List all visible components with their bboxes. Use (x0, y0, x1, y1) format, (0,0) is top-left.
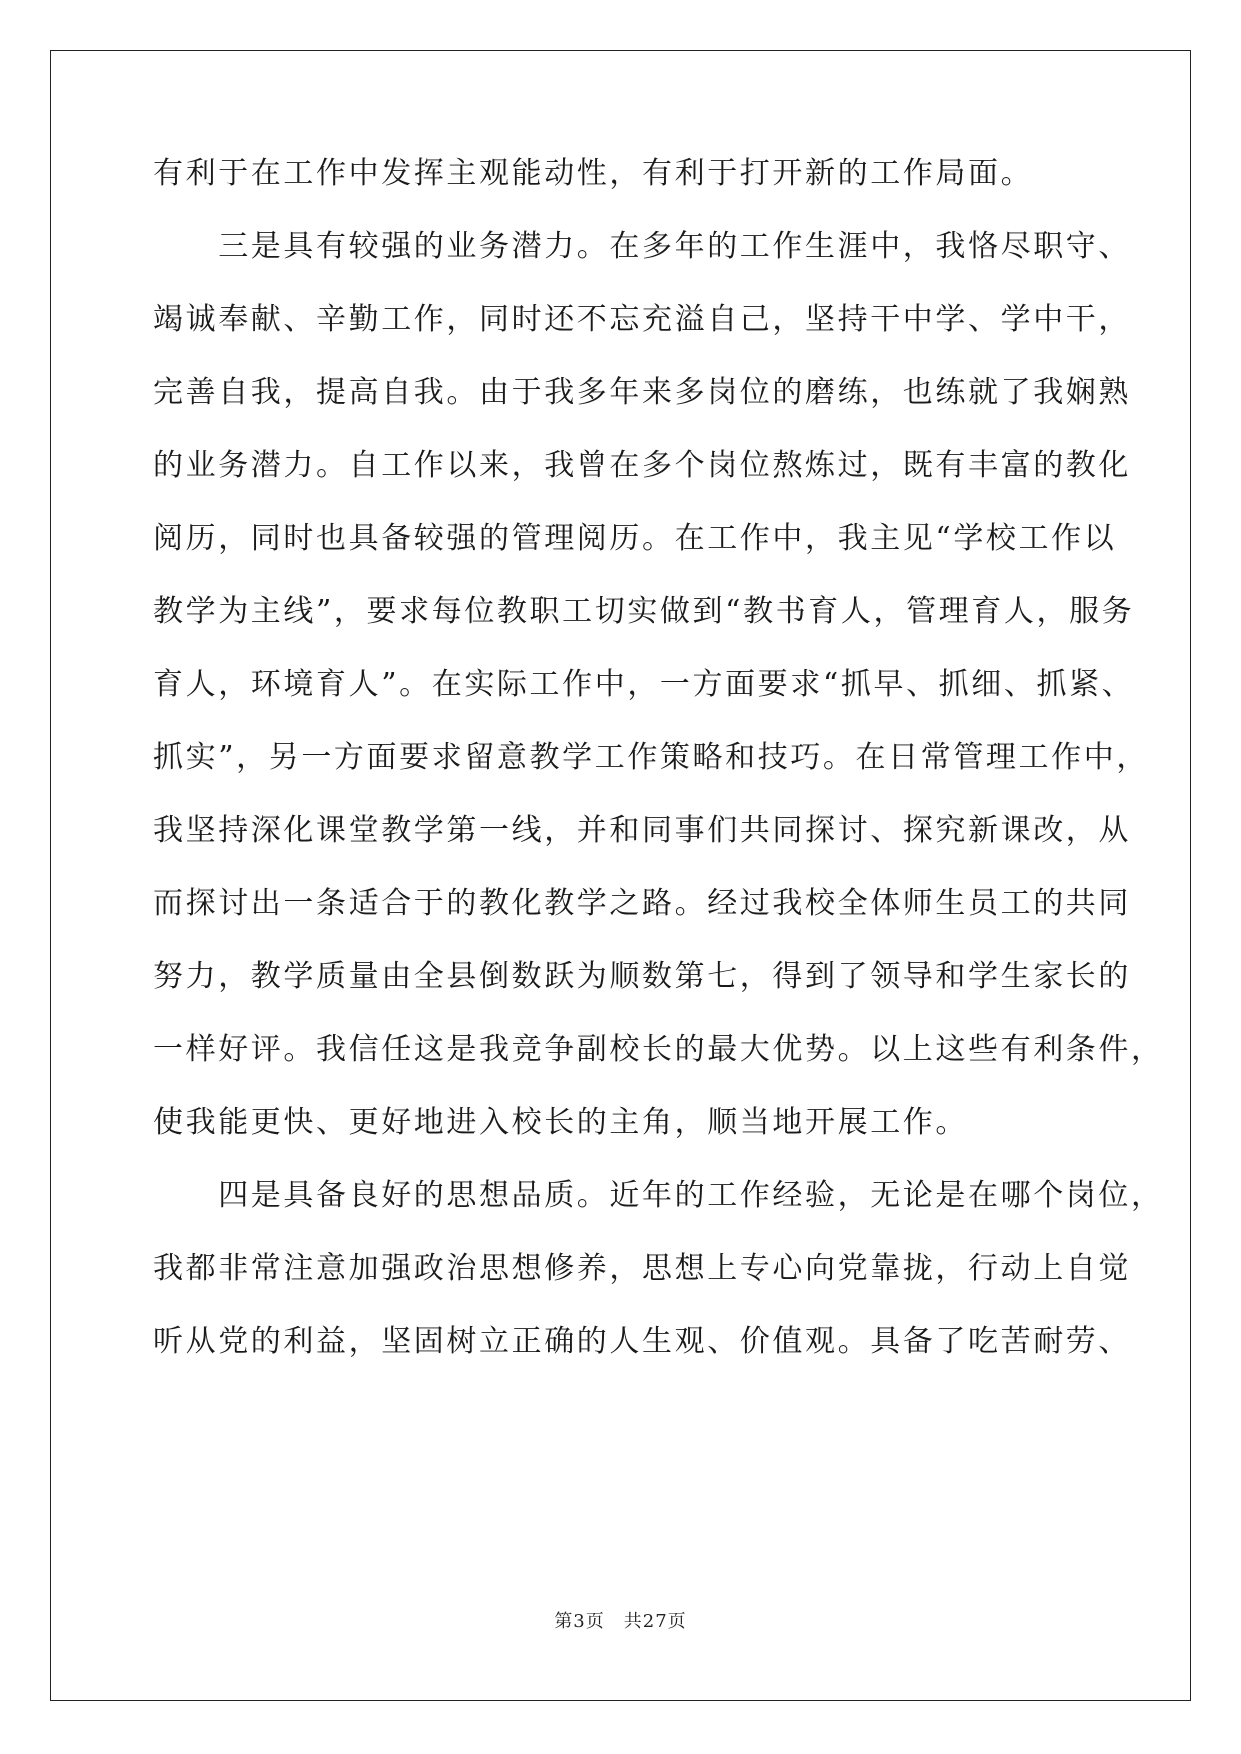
text-line: 完善自我，提高自我。由于我多年来多岗位的磨练，也练就了我娴熟 (153, 375, 1131, 410)
text-line: 我坚持深化课堂教学第一线，并和同事们共同探讨、探究新课改，从 (153, 813, 1131, 848)
text-line: 教学为主线”，要求每位教职工切实做到“教书育人，管理育人，服务 (153, 594, 1135, 629)
text-line: 抓实”，另一方面要求留意教学工作策略和技巧。在日常管理工作中， (153, 740, 1149, 775)
text-line: 育人，环境育人”。在实际工作中，一方面要求“抓早、抓细、抓紧、 (153, 667, 1135, 702)
text-line: 四是具备良好的思想品质。近年的工作经验，无论是在哪个岗位， (153, 1178, 1164, 1213)
text-line: 阅历，同时也具备较强的管理阅历。在工作中，我主见“学校工作以 (153, 521, 1117, 556)
text-line: 三是具有较强的业务潜力。在多年的工作生涯中，我恪尽职守、 (153, 229, 1131, 264)
page-border (50, 50, 1191, 1701)
text-line: 听从党的利益，坚固树立正确的人生观、价值观。具备了吃苦耐劳、 (153, 1324, 1131, 1359)
text-line: 努力，教学质量由全县倒数跃为顺数第七，得到了领导和学生家长的 (153, 959, 1131, 994)
text-line: 而探讨出一条适合于的教化教学之路。经过我校全体师生员工的共同 (153, 886, 1131, 921)
text-line: 竭诚奉献、辛勤工作，同时还不忘充溢自己，坚持干中学、学中干， (153, 302, 1131, 337)
page-number-footer: 第3页 共27页 (554, 1611, 687, 1632)
text-line: 我都非常注意加强政治思想修养，思想上专心向党靠拢，行动上自觉 (153, 1251, 1131, 1286)
text-line: 使我能更快、更好地进入校长的主角，顺当地开展工作。 (153, 1105, 968, 1140)
text-line: 的业务潜力。自工作以来，我曾在多个岗位熬炼过，既有丰富的教化 (153, 448, 1131, 483)
text-line: 有利于在工作中发挥主观能动性，有利于打开新的工作局面。 (153, 156, 1034, 191)
text-line: 一样好评。我信任这是我竞争副校长的最大优势。以上这些有利条件， (153, 1032, 1164, 1067)
